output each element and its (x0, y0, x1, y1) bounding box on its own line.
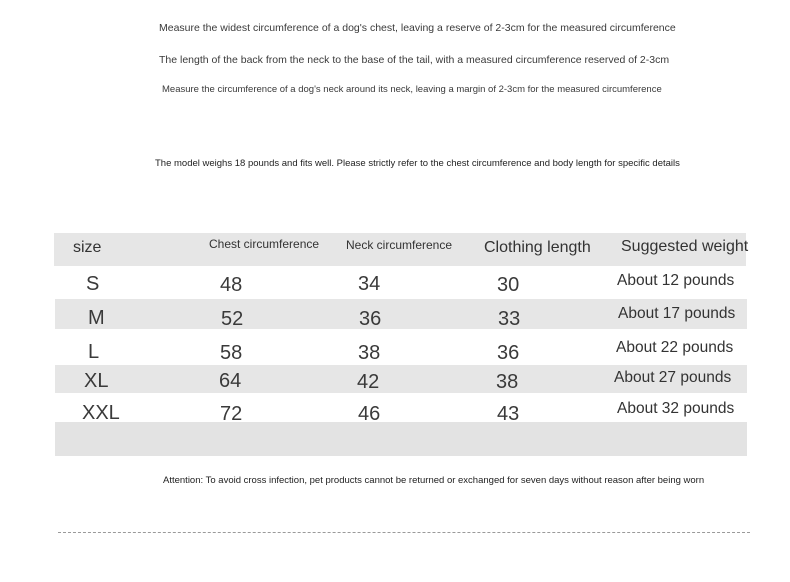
header-size: size (73, 239, 102, 256)
neck-cell: 34 (358, 273, 381, 295)
length-cell: 43 (497, 403, 520, 425)
neck-cell: 36 (359, 308, 382, 330)
weight-cell: About 32 pounds (617, 400, 735, 417)
neck-measure-note: Measure the circumference of a dog's neck around its neck, leaving a margin of 2-3cm for the measured circumference (162, 84, 662, 95)
size-cell: M (88, 307, 105, 329)
header-neck: Neck circumference (346, 238, 453, 252)
weight-cell: About 27 pounds (614, 369, 732, 386)
chest-cell: 72 (220, 403, 243, 425)
chest-measure-note: Measure the widest circumference of a dog's chest, leaving a reserve of 2-3cm for the measured circumference (159, 22, 676, 34)
size-cell: L (88, 341, 100, 363)
header-length: Clothing length (484, 239, 591, 256)
header-weight: Suggested weight (621, 238, 749, 255)
neck-cell: 42 (357, 371, 380, 393)
chest-cell: 52 (221, 308, 244, 330)
size-cell: XXL (82, 402, 120, 424)
chest-cell: 48 (220, 274, 243, 296)
size-cell: XL (84, 370, 109, 392)
neck-cell: 46 (358, 403, 381, 425)
dashed-divider (58, 532, 750, 533)
attention-note: Attention: To avoid cross infection, pet products cannot be returned or exchanged for seven days without reason after being worn (163, 475, 705, 486)
header-chest: Chest circumference (209, 237, 320, 251)
table-footer-band (55, 422, 747, 456)
chest-cell: 58 (220, 342, 243, 364)
weight-cell: About 17 pounds (618, 305, 736, 322)
length-cell: 30 (497, 274, 520, 296)
length-cell: 33 (498, 308, 521, 330)
model-note: The model weighs 18 pounds and fits well. Please strictly refer to the chest circumference and body length for specific details (155, 158, 680, 169)
length-cell: 36 (497, 342, 520, 364)
weight-cell: About 22 pounds (616, 339, 734, 356)
back-length-note: The length of the back from the neck to the base of the tail, with a measured circumference reserved of 2-3cm (159, 54, 670, 66)
chest-cell: 64 (219, 370, 242, 392)
neck-cell: 38 (358, 342, 381, 364)
weight-cell: About 12 pounds (617, 272, 735, 289)
size-cell: S (86, 273, 100, 295)
length-cell: 38 (496, 371, 519, 393)
